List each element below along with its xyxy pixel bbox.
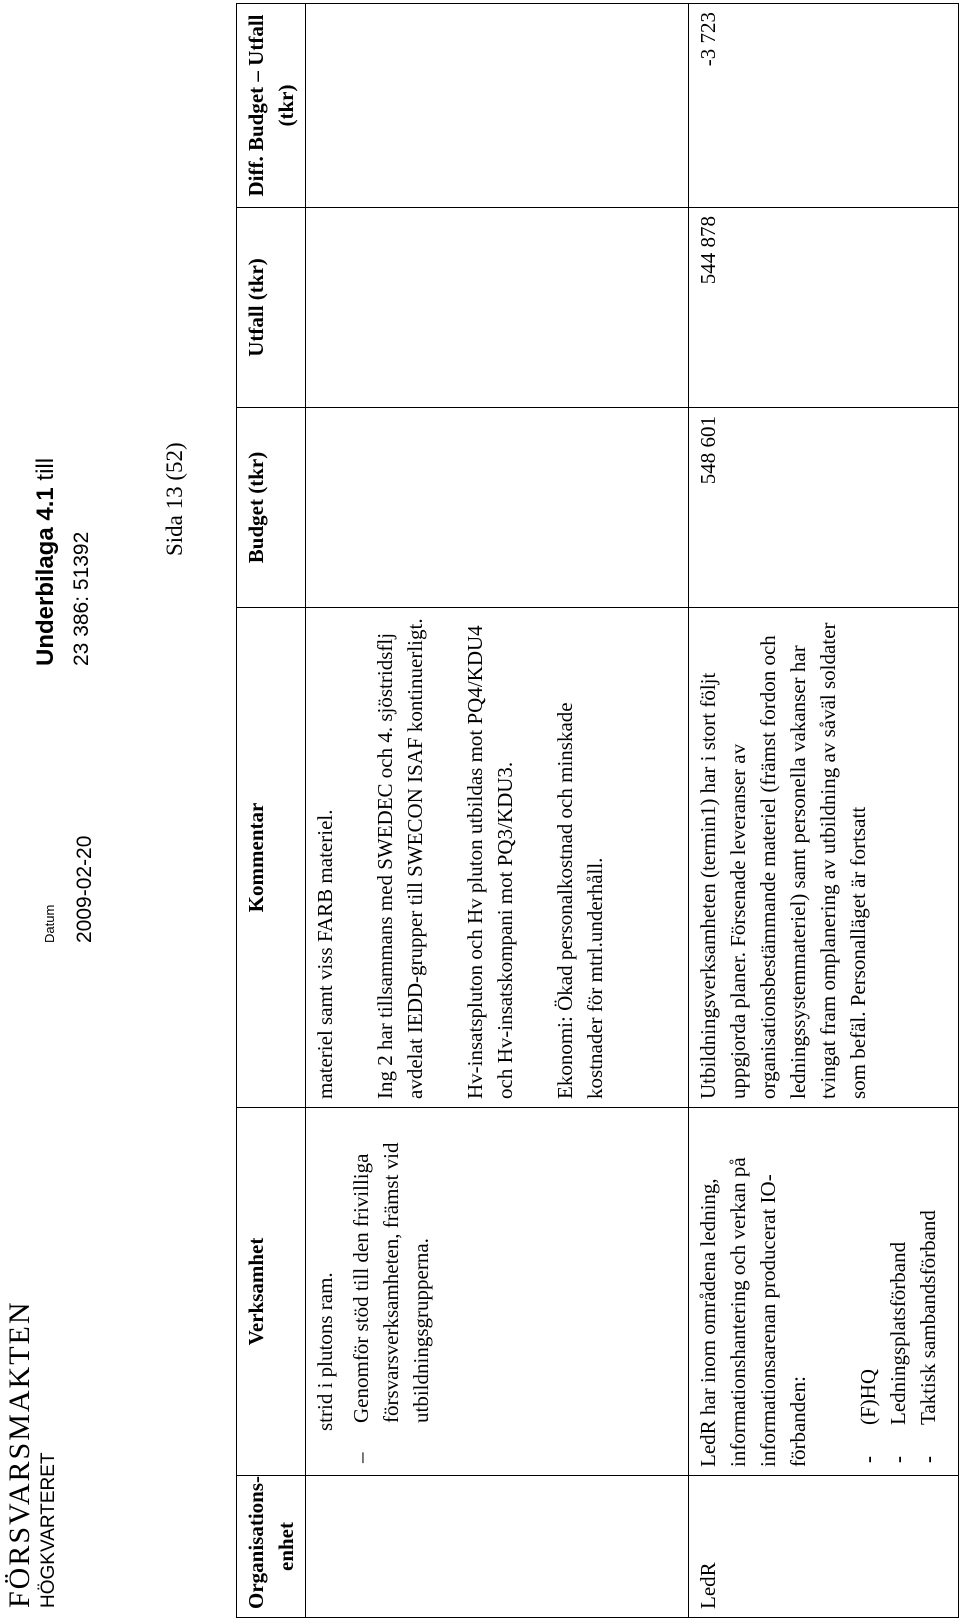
cell-kommentar: Utbildningsverksamheten (termin1) har i stort följt uppgjorda planer. Försenade leveranser av organisationsbestämmande materiel (främst fordon och ledningssystemmateriel) samt personella vakanser har tvingat fram omplanering av utbildning av såväl soldater som befäl. Personalläget är fortsatt [689, 608, 959, 1108]
table-row [689, 4, 959, 1618]
comment-paragraph: Hv-insatspluton och Hv pluton utbildas mot PQ4/KDU4 och Hv-insatskompani mot PQ3/KDU3. [463, 625, 517, 1099]
cell-verksamhet [306, 1108, 689, 1476]
organization-name: FÖRSVARSMAKTEN [3, 1300, 36, 1608]
annex-prefix: Underbilaga 4.1 [32, 487, 59, 666]
list-item-text: Ledningsplatsförband [886, 1241, 910, 1425]
column-header-diff: Diff. Budget – Utfall (tkr) [237, 4, 306, 208]
dash-bullet: - [886, 1456, 910, 1463]
dash-bullet: – [349, 1452, 373, 1463]
cell-kommentar [306, 608, 689, 1108]
verksamhet-continuation: strid i plutons ram. [313, 1272, 337, 1431]
list-item-text: (F)HQ [856, 1369, 880, 1425]
column-header-budget: Budget (tkr) [237, 408, 306, 608]
cell-verksamhet [689, 1108, 959, 1476]
list-item [913, 1116, 943, 1467]
column-header-kommentar: Kommentar [237, 608, 306, 1108]
budget-table [236, 3, 959, 1618]
annex-label [32, 458, 60, 666]
comment-paragraph: Ekonomi: Ökad personalkostnad och minskade kostnader för mtrl.underhåll. [553, 702, 607, 1099]
cell-budget: 548 601 [689, 408, 959, 608]
cell-budget [306, 408, 689, 608]
dash-bullet: - [916, 1456, 940, 1463]
annex-suffix: till [32, 457, 59, 488]
cell-diff [306, 4, 689, 208]
column-header-org: Organisations-enhet [237, 1476, 306, 1618]
list-item-text: Taktisk sambandsförband [916, 1210, 940, 1425]
comment-paragraph: materiel samt viss FARB materiel. [313, 809, 337, 1099]
page-number: Sida 13 (52) [162, 442, 187, 556]
list-item [853, 1116, 883, 1467]
cell-utfall [306, 208, 689, 408]
organization-unit: HÖGKVARTERET [38, 1452, 59, 1608]
cell-utfall: 544 878 [689, 208, 959, 408]
reference-number: 23 386: 51392 [70, 531, 93, 666]
list-item [346, 1116, 436, 1467]
unit-list [853, 1116, 943, 1467]
table-header-row [237, 4, 306, 1618]
cell-org: LedR [689, 1476, 959, 1618]
dash-bullet: - [856, 1456, 880, 1463]
column-header-verksamhet: Verksamhet [237, 1108, 306, 1476]
date-label: Datum [42, 904, 57, 943]
list-item-text: Genomför stöd till den frivilliga försvarsverksamheten, främst vid utbildningsgrupperna. [349, 1142, 433, 1423]
comment-paragraph: Ing 2 har tillsammans med SWEDEC och 4. sjöstridsflj avdelat IEDD-grupper till SWECON ISAF kontinuerligt. [373, 618, 427, 1099]
date-value: 2009-02-20 [73, 835, 96, 943]
table-row [306, 4, 689, 1618]
verksamhet-intro: LedR har inom områdena ledning, informationshantering och verkan på informationsarenan producerat IO-förbanden: [696, 1157, 810, 1467]
column-header-utfall: Utfall (tkr) [237, 208, 306, 408]
cell-diff: -3 723 [689, 4, 959, 208]
list-item [883, 1116, 913, 1467]
cell-org [306, 1476, 689, 1618]
